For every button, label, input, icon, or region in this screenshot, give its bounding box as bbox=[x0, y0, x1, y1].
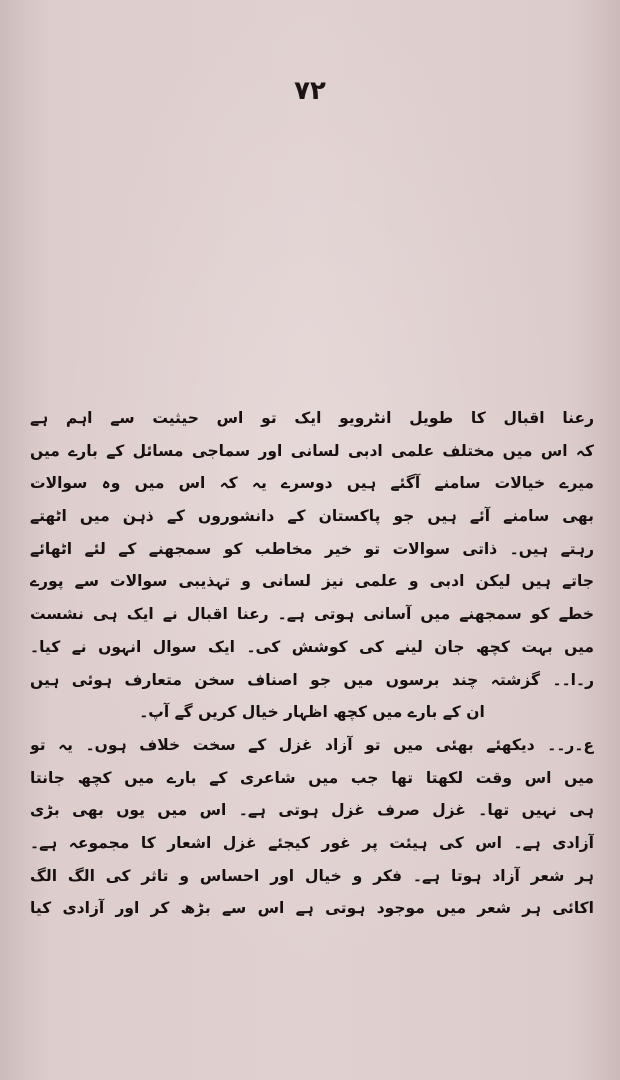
text-line: ع۔ر۔۔ دیکھئے بھئی میں تو آزاد غزل کے سخت خلاف ہوں۔ یہ تو bbox=[30, 735, 594, 754]
text-line: ہر شعر آزاد ہوتا ہے۔ فکر و خیال اور احساس و تاثر کی الگ الگ bbox=[30, 866, 594, 885]
text-line: اکائی ہر شعر میں موجود ہوتی ہے اس سے بڑھ کر اور آزادی کیا bbox=[30, 899, 594, 918]
body-text bbox=[30, 402, 594, 925]
text-line: ان کے بارے میں کچھ اظہار خیال کریں گے آپ۔ bbox=[139, 703, 485, 722]
text-line: آزادی ہے۔ اس کی ہیئت پر غور کیجئے غزل اشعار کا مجموعہ ہے۔ bbox=[30, 833, 594, 852]
text-line: ہی نہیں تھا۔ غزل صرف غزل ہوتی ہے۔ اس میں یوں بھی بڑی bbox=[30, 801, 594, 820]
text-line: بھی سامنے آئے ہیں جو پاکستان کے دانشوروں کے ذہن میں اٹھتے bbox=[30, 507, 594, 526]
text-line: رہتے ہیں۔ ذاتی سوالات تو خیر مخاطب کو سمجھنے کے لئے اٹھائے bbox=[30, 539, 594, 558]
text-line: جاتے ہیں لیکن ادبی و علمی نیز لسانی و تہذیبی سوالات سے پورے bbox=[30, 572, 594, 591]
page-number: ۷۲ bbox=[294, 76, 326, 106]
text-line: میرے خیالات سامنے آگئے ہیں دوسرے یہ کہ اس میں وہ سوالات bbox=[30, 474, 594, 493]
text-line: کہ اس میں مختلف علمی ادبی لسانی اور سماجی مسائل کے بارے میں bbox=[30, 441, 594, 460]
text-line: رعنا اقبال کا طویل انٹرویو ایک تو اس حیثیت سے اہم ہے bbox=[30, 409, 594, 427]
text-line: ر۔ا۔۔ گزشتہ چند برسوں میں جو اصناف سخن متعارف ہوئی ہیں bbox=[30, 670, 594, 689]
text-line: خطے کو سمجھنے میں آسانی ہوتی ہے۔ رعنا اقبال نے ایک ہی نشست bbox=[30, 605, 594, 624]
text-line: میں بہت کچھ جان لینے کی کوشش کی۔ ایک سوال انہوں نے کیا۔ bbox=[30, 637, 594, 656]
text-line: میں اس وقت لکھتا تھا جب میں شاعری کے بارے میں کچھ جانتا bbox=[30, 768, 594, 787]
